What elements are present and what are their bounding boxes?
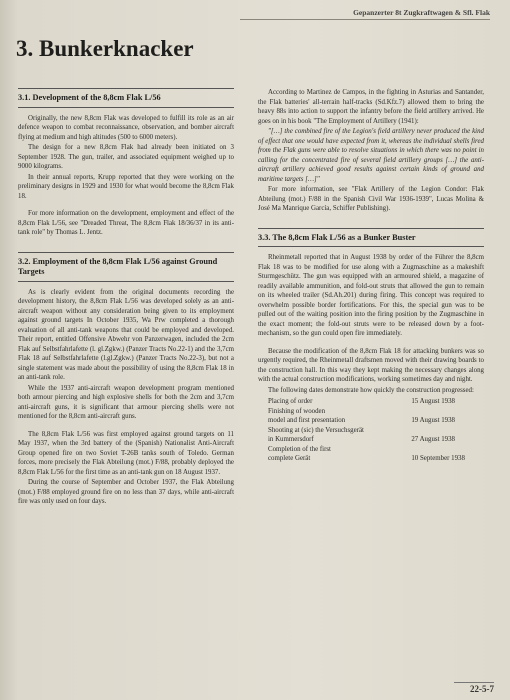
paragraph: During the course of September and October 1937, the Flak Abteilung (mot.) F/88 employed ground fire on no less than 37 days, while anti-aircraft fire was only used on four days.	[18, 479, 234, 505]
paragraph: Rheinmetall reported that in August 1938 by order of the Führer the 8,8cm Flak 18 was to be modified for use along with a Zugmaschine as a makeshift Sturmgeschütz. The gun was equipped with an armoured shield, a magazine of readily available ammunition, and fold-out struts that allowed the gun to remain on its wheeled trailer (Sd.Ah.201) during firing. This concept was required to overwhelm possible border fortifications. For this, the special gun was to be pulled out of the waiting position into the firing position by the Zugmaschine in the exact moment; the fold-out struts were to be released down by a foot-mechanism, so the gun could open fire immediately.	[258, 254, 484, 337]
timeline-task: Completion of the first	[268, 445, 331, 453]
running-head: Gepanzerter 8t Zugkraftwagen & Sfl. Flak	[240, 8, 490, 20]
timeline-date	[391, 426, 484, 436]
timeline-task: Shooting at (sic) the Versuchsgerät	[268, 426, 364, 434]
timeline-row	[258, 397, 484, 407]
timeline-date: 15 August 1938	[411, 398, 455, 405]
section-heading-3-1: 3.1. Development of the 8,8cm Flak L/56	[18, 88, 234, 108]
timeline-date: 27 August 1938	[411, 436, 455, 443]
paragraph: For more information, see "Flak Artillery of the Legion Condor: Flak Abteilung (mot.) F/88 in the Spanish Civil War 1936-1939", Lucas Molina & José Ma Manrique García, Schiffer Publishing).	[258, 186, 484, 212]
construction-timeline-table	[258, 397, 484, 464]
paragraph: For more information on the development, employment and effect of the 8,8cm Flak L/56, see "Dreaded Threat, The 8,8cm Flak 18/36/37 in its anti-tank role" by Thomas L. Jentz.	[18, 210, 234, 236]
paragraph: The following dates demonstrate how quickly the construction progressed:	[268, 386, 474, 394]
timeline-task: Placing of order	[268, 398, 313, 405]
timeline-task: model and first presentation	[268, 417, 346, 424]
chapter-title: 3. Bunkerknacker	[16, 36, 194, 61]
timeline-date	[391, 445, 484, 455]
timeline-row	[258, 435, 484, 445]
paragraph: While the 1937 anti-aircraft weapon development program mentioned both armour piercing and high explosive shells for both the 2cm and 3,7cm anti-aircraft guns, it is significant that armour piercing shells were not mentioned for the 8,8cm anti-aircraft guns.	[18, 384, 234, 420]
timeline-row	[258, 407, 484, 417]
section-heading-3-3: 3.3. The 8,8cm Flak L/56 as a Bunker Buster	[258, 228, 484, 248]
timeline-task: complete Gerät	[268, 455, 311, 462]
paragraph: In their annual reports, Krupp reported that they were working on the preliminary designs in 1929 and 1930 for what would become the 8,8cm Flak 18.	[18, 173, 234, 200]
paragraph: The 8,8cm Flak L/56 was first employed against ground targets on 11 May 1937, when the 3rd battery of the (Spanish) Nationalist Anti-Aircraft Group opened fire on two Soviet T-26B tanks south of Toledo. German forces, more precisely the Flak Abteilung (mot.) F/88, probably deployed the 8,8cm Flak L/56 for the first time as an anti-tank gun on 18 August 1937.	[18, 430, 234, 476]
paragraph: Because the modification of the 8,8cm Flak 18 for attacking bunkers was so urgently required, the Rheinmetall draftsmen moved with their drawing boards to the construction hall. In this way they kept making the necessary changes along with the actual construction modifications, working sometimes day and night.	[258, 347, 484, 383]
timeline-task: Finishing of wooden	[268, 407, 326, 415]
paragraph: The design for a new 8,8cm Flak had already been initiated on 3 September 1928. The gun, trailer, and associated equipment weighed up to 9000 kilograms.	[18, 144, 234, 170]
quotation: "[…] the combined fire of the Legion's field artillery never produced the kind of effect that one would have expected from it, whereas the individual shells fired from the Flak guns were able to resolve situations in which there was no point in calling for the concentrated fire of several field artillery groups […] the anti-aircraft artillery achieved good results against certain kinds of ground and maritime targets […]"	[258, 128, 484, 183]
timeline-row	[258, 416, 484, 426]
section-heading-3-2: 3.2. Employment of the 8,8cm Flak L/56 against Ground Targets	[18, 252, 234, 282]
paragraph: Originally, the new 8,8cm Flak was developed to fulfill its role as an air defence weapon to combat reconnaissance, observation, and bomber aircraft flying at medium and high altitudes (500 to 6000 meters).	[18, 114, 234, 141]
timeline-row	[258, 445, 484, 455]
timeline-row	[258, 426, 484, 436]
timeline-date	[391, 407, 484, 417]
paragraph: According to Martinez de Campos, in the fighting in Asturias and Santander, the Flak batteries' all-terrain half-tracks (Sd.Kfz.7) allowed them to bring the heavy 88s into action to support the infantry before the field artillery arrived. He goes on in his book "The Employment of Artillery (1941):	[258, 89, 484, 125]
paragraph: As is clearly evident from the original documents recording the development history, the 8,8cm Flak L/56 was developed solely as an anti-aircraft weapon without any consideration being given to its employment against ground targets In October 1935, Wa Prw completed a thorough evaluation of all anti-tank weapons that could be employed and developed. Their report, entitled Offensive Abwehr von Panzerwagen, included the 2cm Flak auf Selbstfahrlafette (l. gl.Zgkw.) (Panzer Tracts No.22-1) and the 3,7cm Flak 18 auf Selbstfahrlafette (l.gl.Zgkw.) (Panzer Tracts No.22-3), but not a single statement was made about the possibility of using the 8,8cm Flak 18 in an anti-tank role.	[18, 288, 234, 381]
timeline-task: in Kummersdorf	[268, 436, 314, 443]
timeline-date: 10 September 1938	[411, 455, 465, 462]
right-column	[258, 88, 484, 464]
left-column	[18, 88, 234, 508]
timeline-date: 19 August 1938	[411, 417, 455, 424]
timeline-row	[258, 454, 484, 464]
page-number: 22-5-7	[454, 682, 494, 694]
